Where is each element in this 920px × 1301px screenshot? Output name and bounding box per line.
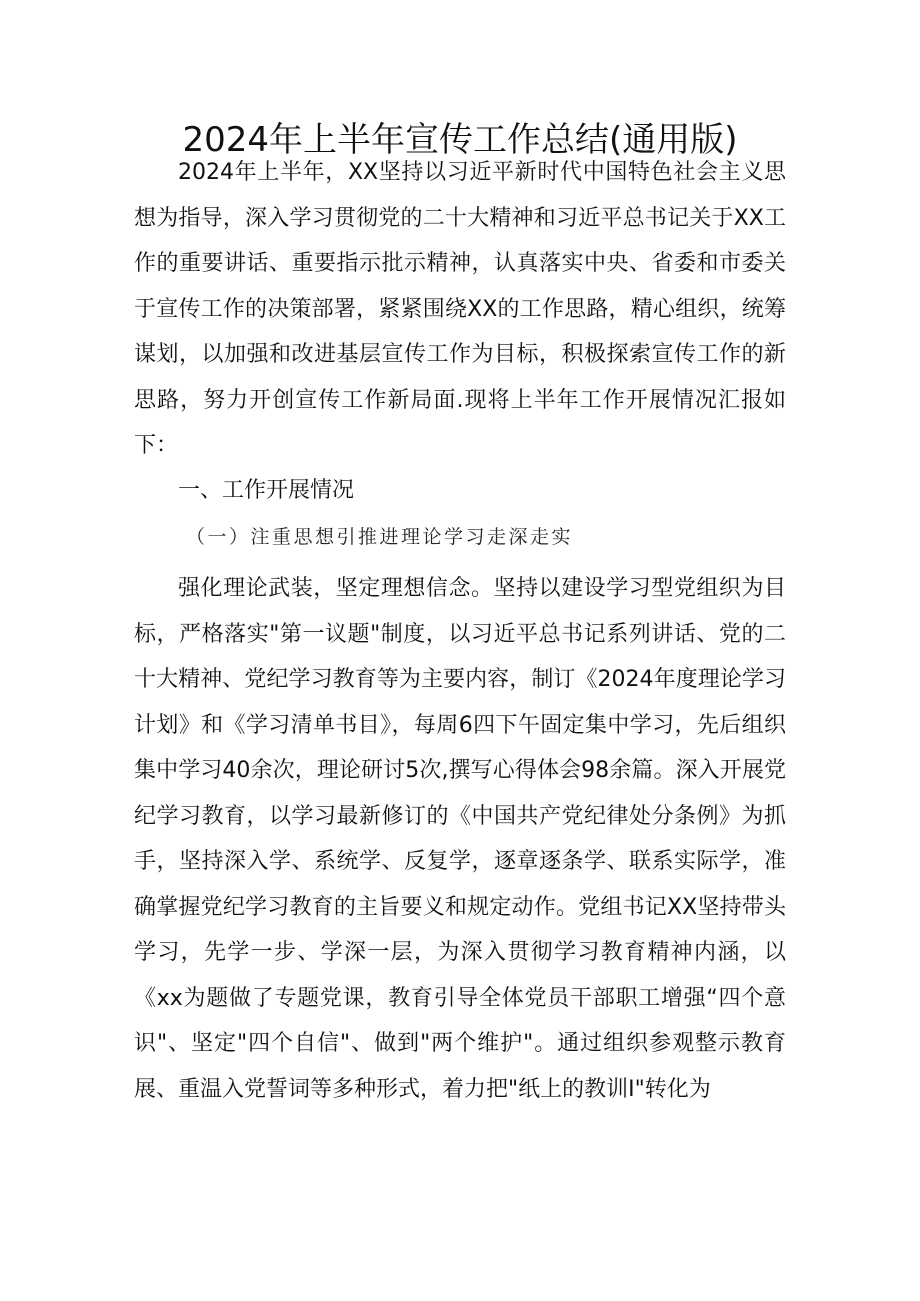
body-paragraph: 强化理论武装，坚定理想信念。坚持以建设学习型党组织为目标，严格落实"第一议题"制度，以习近平总书记系列讲话、党的二十大精神、党纪学习教育等为主要内容，制订《2024年度理论学习计划》和《学习清单书目》，每周6四下午固定集中学习，先后组织集中学习40余次，理论研讨5次,撰写心得体会98余篇。深入开展党纪学习教育，以学习最新修订的《中国共产党纪律处分条例》为抓手，坚持深入学、系统学、反复学，逐章逐条学、联系实际学，准确掌握党纪学习教育的主旨要义和规定动作。党组书记XX坚持带头学习，先学一步、学深一层，为深入贯彻学习教育精神内涵，以《xx为题做了专题党课，教育引导全体党员干部职工增强“四个意识"、坚定"四个自信"、做到"两个维护"。通过组织参观整示教育展、重温入党誓词等多种形式，着力把"纸上的教训I"转化为 [134, 576, 786, 1102]
section-heading: 一、工作开展情况 [178, 478, 355, 503]
intro-paragraph: 2024年上半年，XX坚持以习近平新时代中国特色社会主义思想为指导，深入学习贯彻党的二十大精神和习近平总书记关于XX工作的重要讲话、重要指示批示精神，认真落实中央、省委和市委关于宣传工作的决策部署，紧紧围绕XX的工作思路，精心组织，统筹谋划，以加强和改进基层宣传工作为目标，积极探索宣传工作的新思路，努力开创宣传工作新局面.现将上半年工作开展情况汇报如下： [134, 160, 786, 458]
document-title: 2024年上半年宣传工作总结(通用版) [182, 120, 738, 160]
subsection-heading: （一）注重思想引推进理论学习走深走实 [186, 526, 574, 548]
